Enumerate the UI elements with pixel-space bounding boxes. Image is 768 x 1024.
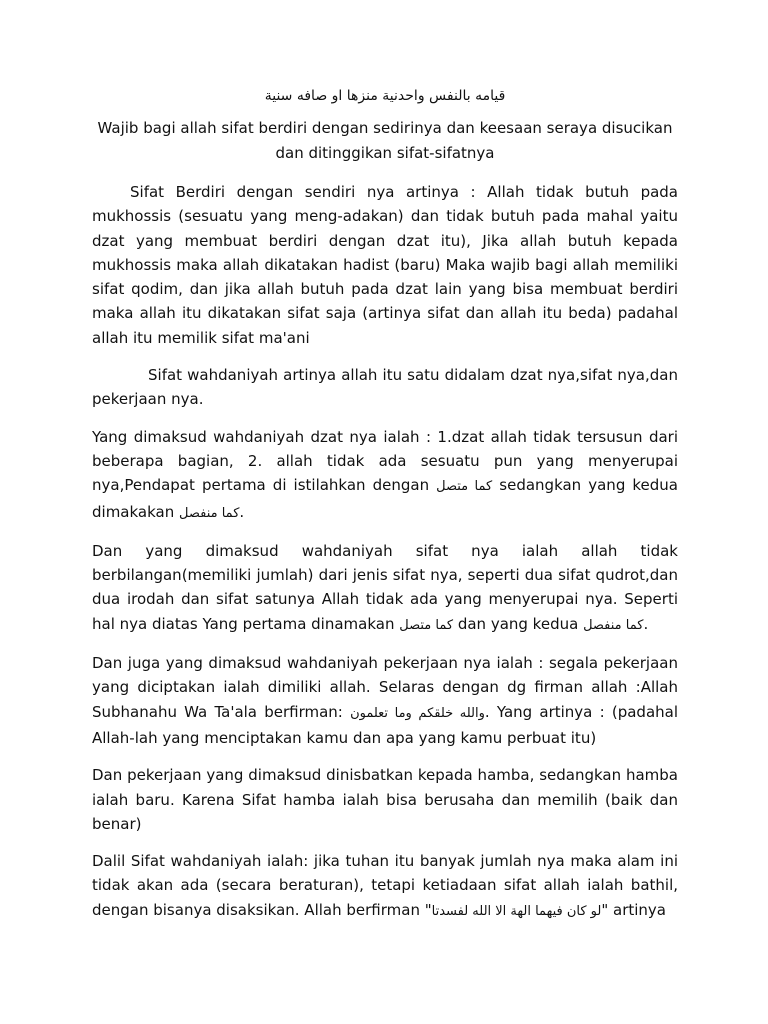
- arabic-verse-quote: والله خلقكم وما تعلمون: [350, 705, 485, 721]
- paragraph-5: [92, 651, 678, 750]
- paragraph-7-text-a: Dalil Sifat wahdaniyah ialah: jika tuhan itu banyak jumlah nya maka alam ini tidak akan ada (secara beraturan), tetapi ketiadaan sifat allah ialah bathil, dengan bisanya disaksikan. Allah berfirman ": [92, 852, 678, 919]
- paragraph-4-text-c: .: [643, 614, 649, 633]
- paragraph-3-text-b: sedangkan yang kedua dimakakan: [92, 476, 678, 521]
- paragraph-4: [92, 539, 678, 638]
- paragraph-2: Sifat wahdaniyah artinya allah itu satu didalam dzat nya,sifat nya,dan pekerjaan nya.: [92, 366, 678, 409]
- paragraph-6: Dan pekerjaan yang dimaksud dinisbatkan kepada hamba, sedangkan hamba ialah baru. Karena Sifat hamba ialah bisa berusaha dan memilih (baik dan benar): [92, 766, 678, 833]
- paragraph-1: Sifat Berdiri dengan sendiri nya artinya : Allah tidak butuh pada mukhossis (sesuatu yang meng-adakan) dan tidak butuh pada mahal yaitu dzat yang membuat berdiri dengan dzat itu), Jika allah butuh kepada mukhossis maka allah dikatakan hadist (baru) Maka wajib bagi allah memiliki sifat qodim, dan jika allah butuh pada dzat lain yang bisa membuat berdiri maka allah itu dikatakan sifat saja (artinya sifat dan allah itu beda) padahal allah itu memilik sifat ma'ani: [92, 183, 678, 347]
- paragraph-3: [92, 425, 678, 526]
- arabic-title: قيامه بالنفس واحدنية منزها او صافه سنية: [264, 88, 506, 104]
- arabic-verse-quote: لو كان فيهما الهة الا الله لفسدتا: [431, 903, 602, 919]
- arabic-term-muttashil: كما متصل: [436, 479, 493, 495]
- paragraph-4-text-b: dan yang kedua: [453, 614, 584, 633]
- paragraph-7-text-b: " artinya: [601, 900, 666, 919]
- arabic-term-muttashil: كما متصل: [399, 617, 454, 633]
- paragraph-3-text-a: Yang dimaksud wahdaniyah dzat nya ialah : 1.dzat allah tidak tersusun dari beberapa bagian, 2. allah tidak ada sesuatu pun yang menyerupai nya,Pendapat pertama di istilahkan dengan: [92, 427, 678, 495]
- paragraph-3-text-c: .: [239, 502, 245, 521]
- paragraph-5-text-b: . Yang artinya : (padahal Allah-lah yang menciptakan kamu dan apa yang kamu perbuat itu): [92, 702, 679, 747]
- subtitle-line-2: dan ditinggikan sifat-sifatnya: [275, 144, 495, 162]
- arabic-term-munfashil: كما منفصل: [179, 505, 240, 521]
- paragraph-7: [92, 849, 678, 924]
- subtitle: [92, 116, 678, 166]
- paragraph-5-text-a: Dan juga yang dimaksud wahdaniyah pekerjaan nya ialah : segala pekerjaan yang diciptakan ialah dimiliki allah. Selaras dengan dg firman allah :Allah Subhanahu Wa Ta'ala berfirman:: [92, 654, 678, 721]
- paragraph-4-text-a: Dan yang dimaksud wahdaniyah sifat nya ialah allah tidak berbilangan(memiliki jumlah) dari jenis sifat nya, seperti dua sifat qudrot,dan dua irodah dan sifat satunya Allah tidak ada yang menyerupai nya. Seperti hal nya diatas Yang pertama dinamakan: [92, 541, 678, 633]
- arabic-term-munfashil: كما منفصل: [583, 617, 644, 633]
- subtitle-line-1: Wajib bagi allah sifat berdiri dengan sedirinya dan keesaan seraya disucikan: [97, 119, 673, 137]
